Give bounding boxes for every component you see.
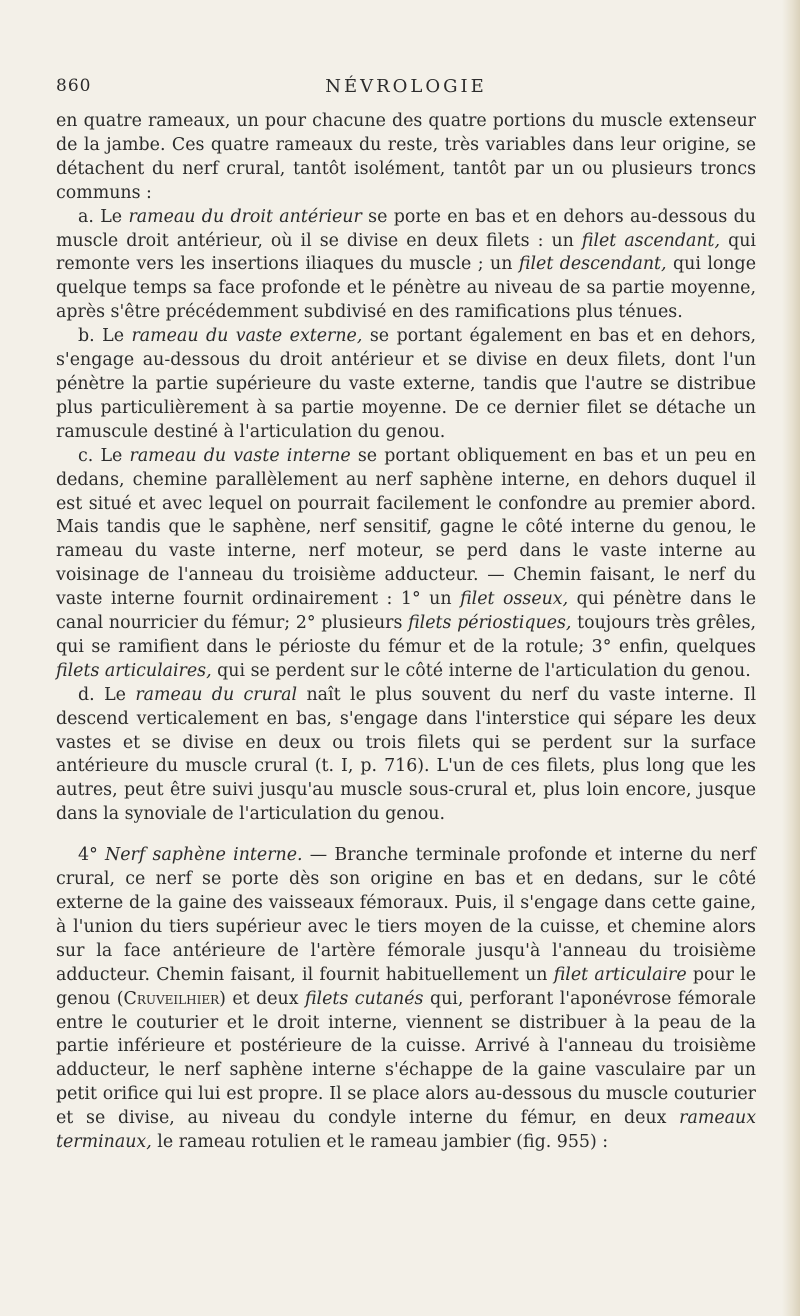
text-run: Le — [100, 206, 123, 227]
italic-term: filets articulaires, — [56, 660, 212, 681]
text-run: qui longe quelque temps sa face profonde et le pénètre au niveau de sa partie moyenne, après s'être précédemment subdivisé en des ramifications plus ténues. — [56, 254, 756, 323]
italic-term: filet articulaire — [553, 964, 687, 985]
text-run: Le — [102, 326, 124, 347]
text-run: se portant obliquement en bas et un peu en dedans, chemine parallèlement au nerf saphène interne, en dehors duquel il est situé et avec lequel on pourrait facilement le confondre au premier abord. Mais tandis que le saphène, nerf sensitif, gagne le côté interne du genou, le rameau du vaste interne, nerf moteur, se perd dans le vaste interne au voisinage de l'anneau du troisième adducteur. — Chemin faisant, le nerf du vaste interne fournit ordinairement : 1° un — [56, 445, 756, 610]
item-marker: b. — [78, 326, 95, 347]
text-run: qui remonte vers les insertions iliaques du muscle ; un — [56, 230, 756, 275]
paragraph-intro: en quatre rameaux, un pour chacune des quatre portions du muscle extenseur de la jambe. Ces quatre rameaux du reste, très variables dans leur origine, se détachent du nerf crural, tantôt isolément, tantôt par un ou plusieurs troncs communs : — [56, 111, 756, 203]
italic-term: rameau du droit antérieur — [128, 206, 362, 227]
text-run: se portant également en bas et en dehors, s'engage au-dessous du droit antérieur et se divise en deux filets, dont l'un pénètre la partie supérieure du vaste externe, tandis que l'autre se distribue plus particulièrement à sa partie moyenne. De ce dernier filet se détache un ramuscule destiné à l'articulation du genou. — [56, 326, 757, 442]
author-name: Cruveilhier — [123, 988, 220, 1009]
text-run: se porte en bas et en dehors au-dessous du muscle droit antérieur, où il se divise en deux filets : un — [56, 206, 756, 251]
italic-term: filet ascendant, — [581, 230, 721, 251]
paragraph-saphene — [56, 844, 756, 1155]
page-header — [56, 76, 756, 106]
section-heading: Nerf saphène interne. — [105, 845, 303, 866]
text-run: qui, perforant l'aponévrose fémorale entre le couturier et le droit interne, viennent se distribuer à la peau de la partie inférieure et postérieure de la cuisse. Arrivé à l'anneau du troisième adducteur, le nerf saphène interne s'échappe de la gaine vasculaire par un petit orifice qui lui est propre. Il se place alors au-dessous du muscle couturier et se divise, au niveau du condyle interne du fémur, en deux — [56, 988, 757, 1129]
text-run: Le — [104, 684, 126, 705]
text-run: qui pénètre dans le canal nourricier du fémur; 2° plusieurs — [56, 589, 757, 634]
paragraph-b — [56, 325, 756, 445]
italic-term: rameaux terminaux, — [56, 1108, 756, 1153]
italic-term: rameau du crural — [135, 684, 298, 705]
italic-term: filets périostiques, — [408, 613, 572, 634]
running-title: NÉVROLOGIE — [325, 76, 487, 97]
page-number: 860 — [56, 76, 92, 96]
italic-term: rameau du vaste externe, — [131, 326, 363, 347]
text-run: toujours très grêles, qui se ramifient dans le périoste du fémur et de la rotule; 3° enfin, quelques — [56, 613, 757, 657]
text-run: ) et deux — [219, 988, 299, 1009]
paragraph-a — [56, 206, 756, 326]
item-marker: d. — [78, 684, 95, 705]
text-run: Le — [100, 445, 123, 466]
paragraph-c — [56, 445, 756, 684]
italic-term: filets cutanés — [304, 988, 424, 1009]
text-run: naît le plus souvent du nerf du vaste interne. Il descend verticalement en bas, s'engage dans l'interstice qui sépare les deux vastes et se divise en deux ou trois filets qui se perdent sur la surface antérieure du muscle crural (t. I, p. 716). L'un de ces filets, plus long que les autres, peut être suivi jusqu'au muscle sous-crural et, plus loin encore, jusque dans la synoviale de l'articulation du genou. — [56, 684, 757, 825]
text-run: le rameau rotulien et le rameau jambier (fig. 955) : — [157, 1132, 609, 1153]
section-marker: 4° — [78, 845, 98, 866]
text-run: pour le genou ( — [56, 964, 757, 1009]
body-text — [56, 110, 756, 1155]
paragraph-d — [56, 684, 756, 827]
item-marker: c. — [78, 445, 94, 466]
italic-term: rameau du vaste interne — [129, 445, 351, 466]
item-marker: a. — [78, 206, 94, 227]
text-run: — Branche terminale profonde et interne du nerf crural, ce nerf se porte dès son origine en bas et en dedans, sur le côté externe de la gaine des vaisseaux fémoraux. Puis, il s'engage dans cette gaine, à l'union du tiers supérieur avec le tiers moyen de la cuisse, et chemine alors sur la face antérieure de l'artère fémorale jusqu'à l'anneau du troisième adducteur. Chemin faisant, il fournit habituellement un — [56, 845, 756, 985]
page-edge — [782, 0, 800, 1316]
text-run: qui se perdent sur le côté interne de l'articulation du genou. — [217, 660, 751, 681]
italic-term: filet osseux, — [460, 589, 569, 610]
italic-term: filet descendant, — [518, 254, 667, 275]
